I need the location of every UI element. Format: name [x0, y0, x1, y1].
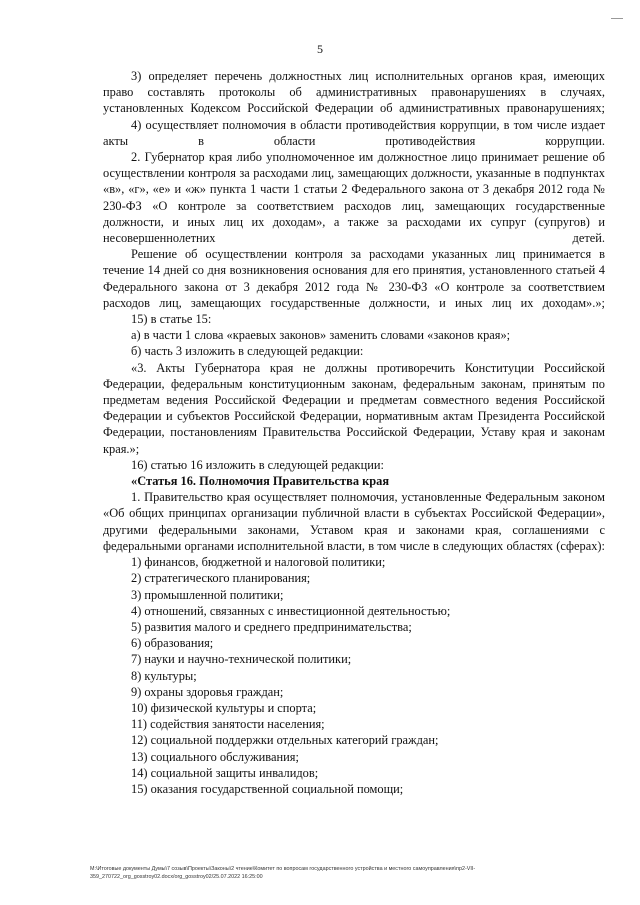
list-item: 3) промышленной политики;: [131, 587, 284, 602]
list-item: 11) содействия занятости населения;: [131, 717, 325, 732]
list-item: 15) оказания государственной социальной помощи;: [131, 781, 404, 796]
document-body: [103, 68, 605, 797]
list-item: 5) развития малого и среднего предпринимательства;: [131, 619, 412, 634]
paragraph-decision: Решение об осуществлении контроля за расходами указанных лиц принимается в течение 14 дней со дня возникновения основания для его принятия, установленного статьей 4 Федерального закона от 3 декабря 2012 года № 230-ФЗ «О контроле за соответствием расходов лиц, замещающих государственные должности, и иных лиц их доходам».»;: [103, 247, 605, 310]
footer-line-2: 359_270722_org_gosstroy02.docx/org_gosstroy02/25.07.2022 16:25:00: [90, 873, 263, 880]
list-item: 12) социальной поддержки отдельных категорий граждан;: [131, 733, 439, 748]
file-path-footer: [90, 866, 625, 881]
footer-line-1: М:\Итоговые документы Думы\7 созыв\Проекты\Законы\2 чтение\Комитет по вопросам государственного устройства и местного самоуправления\пр2-VII-: [90, 866, 476, 872]
list-item: 10) физической культуры и спорта;: [131, 700, 317, 715]
article-16-heading: «Статья 16. Полномочия Правительства края: [131, 474, 390, 489]
list-item: 9) охраны здоровья граждан;: [131, 684, 284, 699]
list-item: 4) отношений, связанных с инвестиционной деятельностью;: [131, 603, 451, 618]
paragraph-government-powers: 1. Правительство края осуществляет полномочия, установленные Федеральным законом «Об общих принципах организации публичной власти в субъектах Российской Федерации», другими федеральными законами, Уставом края и законами края, соглашениями с федеральными органами исполнительной власти, в том числе в следующих областях (сферах):: [103, 490, 605, 553]
list-item: 14) социальной защиты инвалидов;: [131, 765, 319, 780]
paragraph-item-a: а) в части 1 слова «краевых законов» заменить словами «законов края»;: [131, 328, 511, 343]
paragraph-item-4: 4) осуществляет полномочия в области противодействия коррупции, в том числе издает акты в области противодействия коррупции.: [103, 117, 605, 148]
page-number: 5: [317, 42, 323, 56]
paragraph-item-16: 16) статью 16 изложить в следующей редакции:: [131, 457, 384, 472]
list-item: 13) социального обслуживания;: [131, 749, 299, 764]
paragraph-acts: «3. Акты Губернатора края не должны противоречить Конституции Российской Федерации, федеральным конституционным законам, федеральным законам, принятым по предметам ведения Российской Федерации и предметам совместного ведения Российской Федерации и субъектов Российской Федерации, нормативным актам Президента Российской Федерации, постановлениям Правительства Российской Федерации, Уставу края и законам края.»;: [103, 360, 605, 456]
corner-mark: [611, 18, 623, 19]
paragraph-part-2: 2. Губернатор края либо уполномоченное им должностное лицо принимает решение об осуществлении контроля за расходами лиц, замещающих должности, указанные в подпунктах «в», «г», «е» и «ж» пункта 1 части 1 статьи 2 Федерального закона от 3 декабря 2012 года № 230-ФЗ «О контроле за соответствием расходов лиц, замещающих государственные должности, и иных лиц их доходам», а также за расходами их супруг (супругов) и несовершеннолетних детей.: [103, 150, 605, 246]
list-item: 1) финансов, бюджетной и налоговой политики;: [131, 555, 386, 570]
paragraph-item-15: 15) в статье 15:: [131, 312, 212, 327]
list-item: 8) культуры;: [131, 668, 197, 683]
list-item: 7) науки и научно-технической политики;: [131, 652, 352, 667]
list-item: 6) образования;: [131, 636, 214, 651]
list-item: 2) стратегического планирования;: [131, 571, 311, 586]
paragraph-item-3: 3) определяет перечень должностных лиц исполнительных органов края, имеющих право составлять протоколы об административных правонарушениях в случаях, установленных Кодексом Российской Федерации об административных правонарушениях;: [103, 69, 605, 116]
paragraph-item-b: б) часть 3 изложить в следующей редакции:: [131, 344, 364, 359]
